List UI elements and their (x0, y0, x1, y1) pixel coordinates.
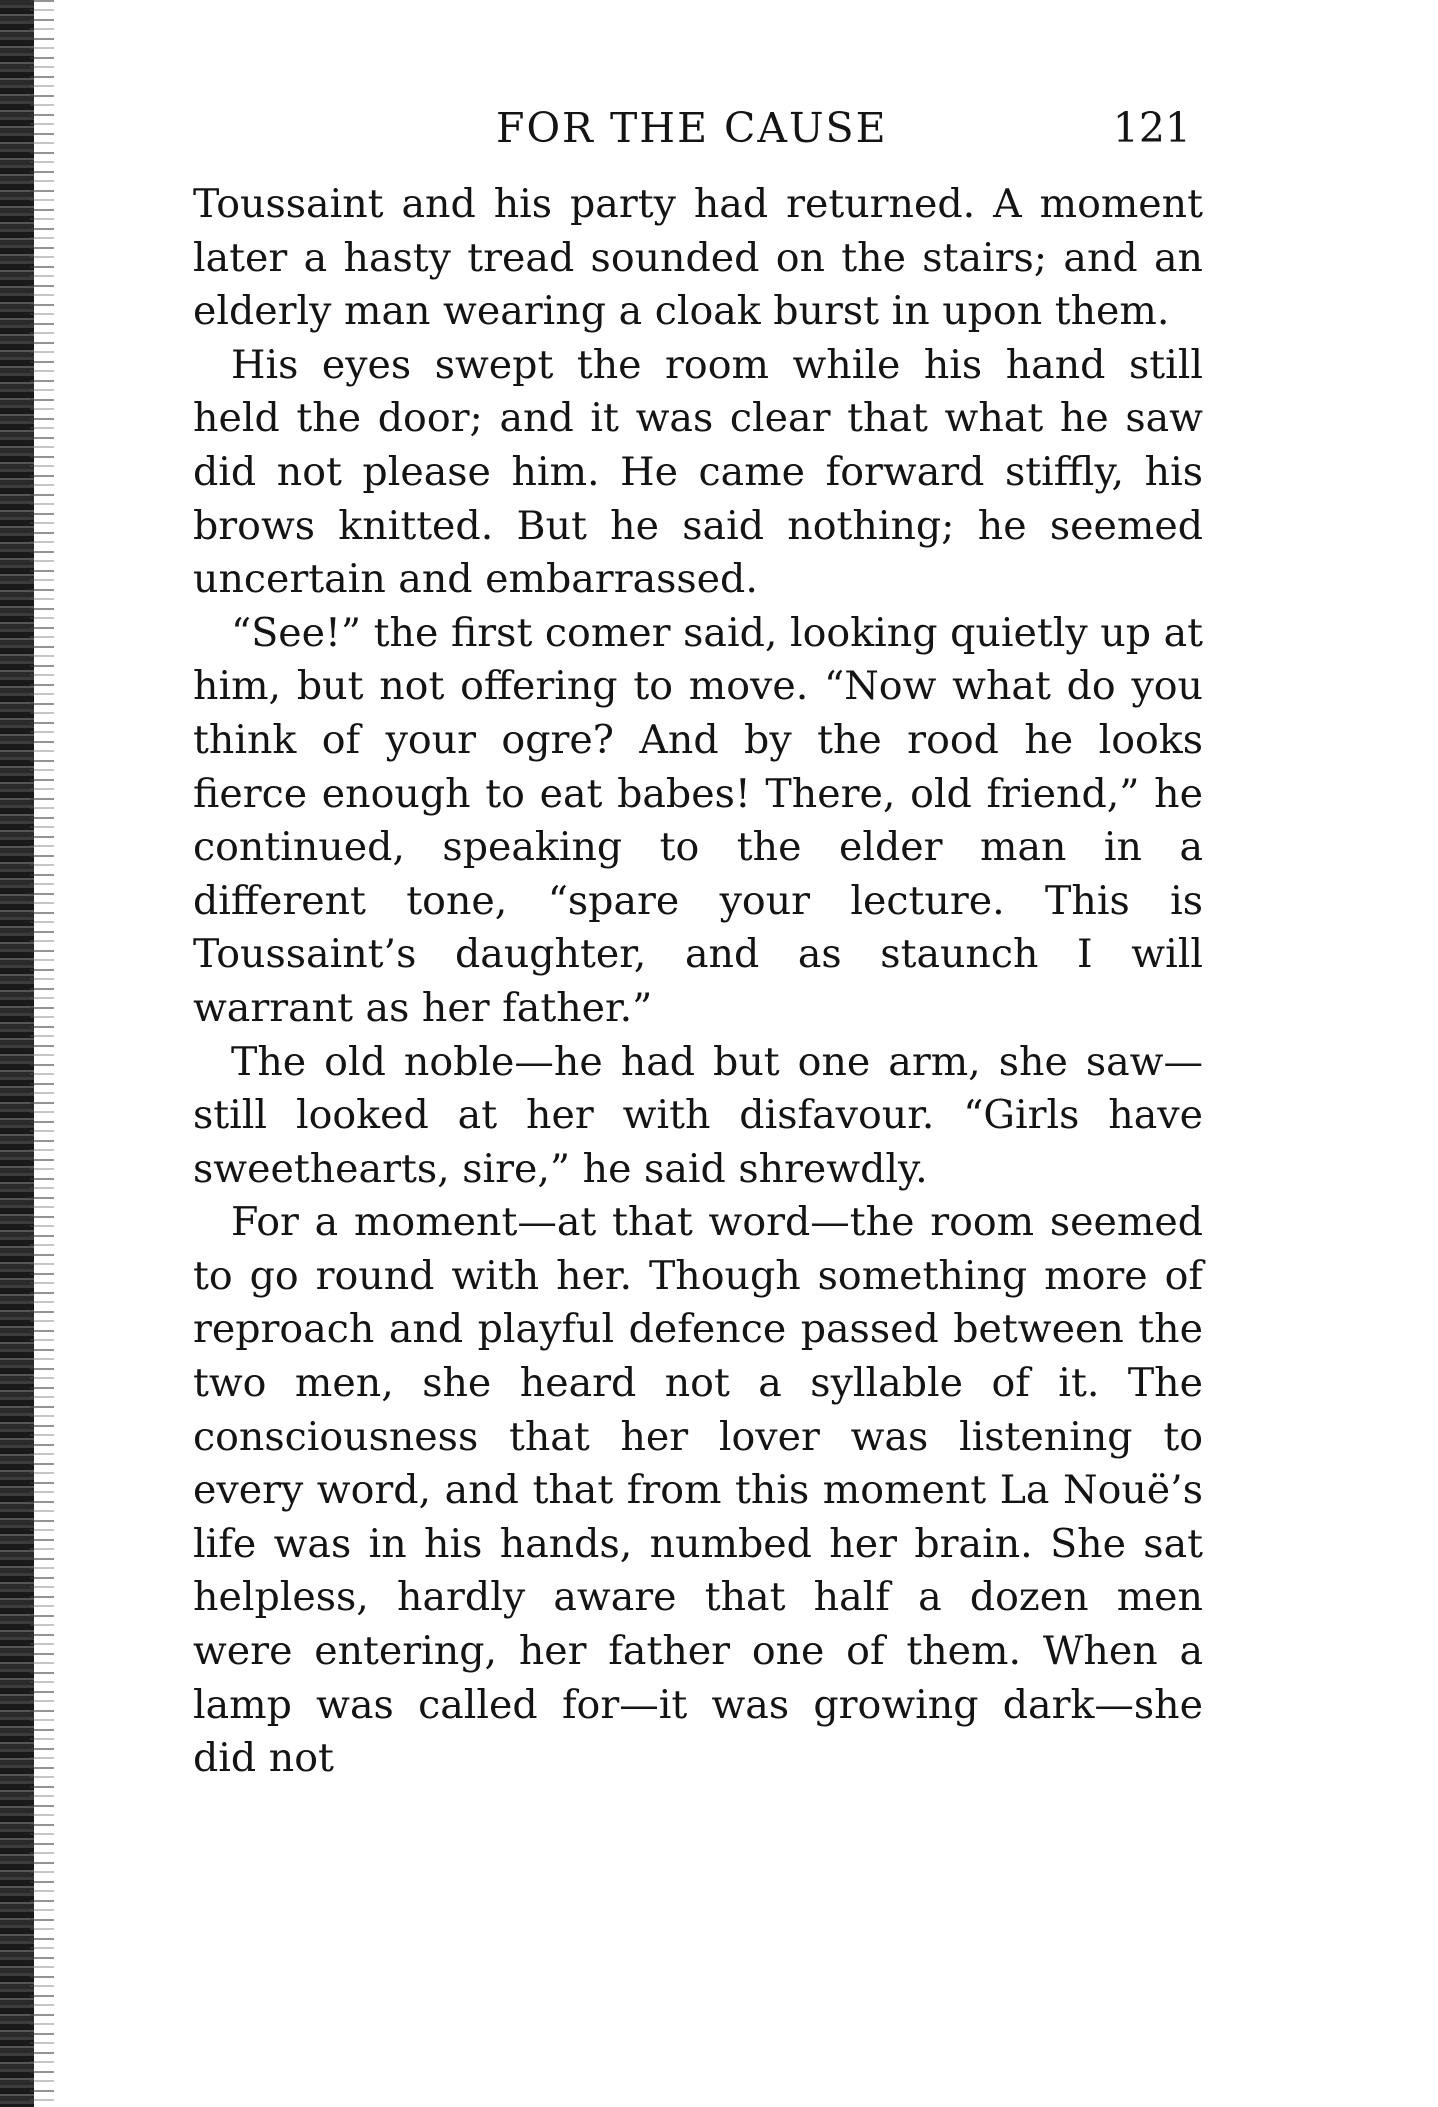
running-title: FOR THE CAUSE (496, 104, 888, 152)
paragraph-5: For a moment—at that word—the room seemed to go round with her. Though something more of reproach and playful defence passed between the two men, she heard not a syllable of it. The consciousness that her lover was listening to every word, and that from this moment La Nouë’s life was in his hands, numbed her brain. She sat helpless, hardly aware that half a dozen men were entering, her father one of them. When a lamp was called for—it was growing dark—she did not (193, 1199, 1203, 1782)
paragraph-2: His eyes swept the room while his hand still held the door; and it was clear that what he saw did not please him. He came forward stiffly, his brows knitted. But he said nothing; he seemed uncertain and embarrassed. (193, 341, 1203, 603)
book-page (193, 96, 1203, 1786)
page-number: 121 (1112, 104, 1191, 152)
body-text (193, 178, 1203, 1786)
paragraph-1: Toussaint and his party had returned. A moment later a hasty tread sounded on the stairs; and an elderly man wearing a cloak burst in upon them. (193, 181, 1203, 335)
book-binding-edge (0, 0, 34, 2107)
running-head (193, 96, 1203, 160)
paragraph-3: “See!” the first comer said, looking quietly up at him, but not offering to move. “Now what do you think of your ogre? And by the rood he looks fierce enough to eat babes! There, old friend,” he continued, speaking to the elder man in a different tone, “spare your lecture. This is Toussaint’s daughter, and as staunch I will warrant as her father.” (193, 609, 1203, 1031)
binding-shadow (30, 0, 54, 2107)
paragraph-4: The old noble—he had but one arm, she saw—still looked at her with disfavour. “Girls have sweethearts, sire,” he said shrewdly. (193, 1038, 1203, 1192)
